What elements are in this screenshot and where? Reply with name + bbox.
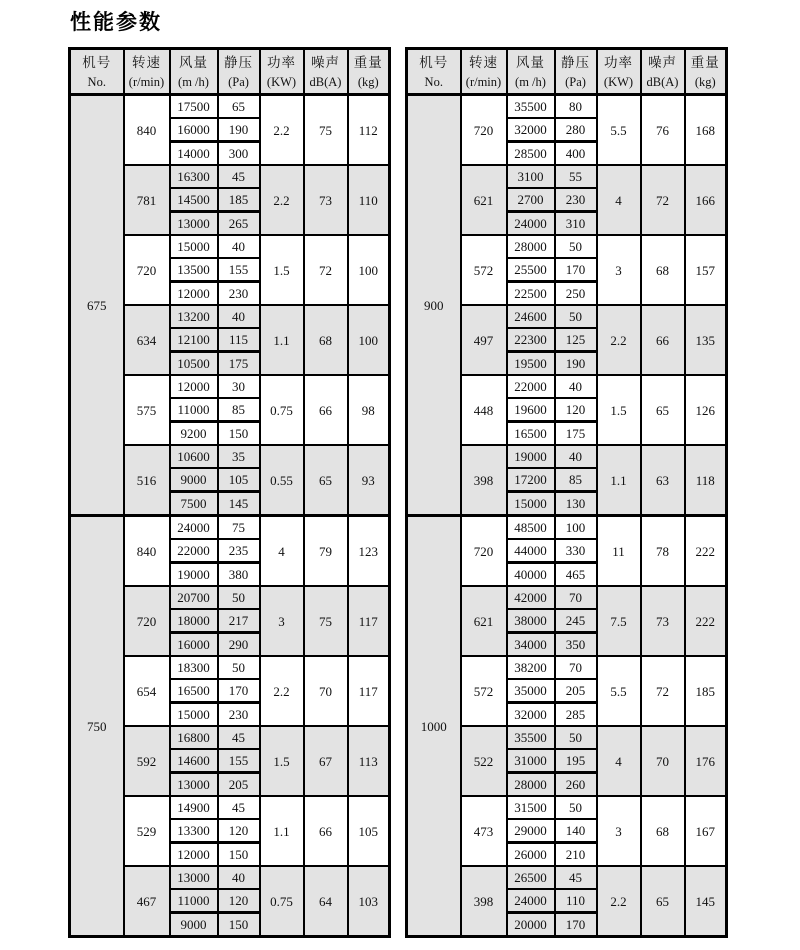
speed-cell: 572 [461,656,507,726]
speed-cell: 398 [461,445,507,516]
static-pressure-cell: 30 [218,375,260,398]
weight-cell: 117 [348,656,390,726]
column-header-cn: 功率 [267,54,296,70]
column-header-5 [641,49,685,95]
speed-cell: 497 [461,305,507,375]
airflow-cell: 14000 [170,142,218,166]
static-pressure-cell: 230 [555,188,597,212]
airflow-cell: 24000 [507,889,555,913]
static-pressure-cell: 190 [555,352,597,376]
airflow-cell: 13000 [170,212,218,236]
airflow-cell: 20700 [170,586,218,609]
airflow-cell: 9000 [170,913,218,937]
column-header-cn: 转速 [132,54,161,70]
static-pressure-cell: 75 [218,516,260,540]
static-pressure-cell: 50 [555,726,597,749]
airflow-cell: 19600 [507,398,555,422]
weight-cell: 110 [348,165,390,235]
airflow-cell: 20000 [507,913,555,937]
static-pressure-cell: 65 [218,95,260,119]
airflow-cell: 35500 [507,95,555,119]
speed-cell: 621 [461,586,507,656]
static-pressure-cell: 217 [218,609,260,633]
column-header-unit: dB(A) [646,74,679,89]
speed-cell: 522 [461,726,507,796]
fan-no-cell: 750 [70,516,124,937]
speed-cell: 720 [124,235,170,305]
airflow-cell: 38000 [507,609,555,633]
static-pressure-cell: 175 [555,422,597,446]
weight-cell: 222 [685,586,727,656]
weight-cell: 93 [348,445,390,516]
page-title: 性能参数 [70,11,162,34]
airflow-cell: 26000 [507,843,555,867]
column-header-cn: 噪声 [311,54,340,70]
airflow-cell: 15000 [507,492,555,516]
airflow-cell: 7500 [170,492,218,516]
column-header-3 [218,49,260,95]
power-cell: 4 [260,516,304,587]
fan-no-cell: 675 [70,95,124,516]
static-pressure-cell: 50 [555,305,597,328]
static-pressure-cell: 85 [218,398,260,422]
speed-cell: 840 [124,95,170,166]
airflow-cell: 24000 [507,212,555,236]
weight-cell: 126 [685,375,727,445]
column-header-unit: No. [87,74,106,89]
column-header-cn: 机号 [82,54,112,70]
airflow-cell: 29000 [507,819,555,843]
static-pressure-cell: 45 [218,796,260,819]
column-header-unit: No. [424,74,443,89]
airflow-cell: 22500 [507,282,555,306]
static-pressure-cell: 170 [555,258,597,282]
static-pressure-cell: 230 [218,282,260,306]
airflow-cell: 17200 [507,468,555,492]
header-row [70,49,390,95]
static-pressure-cell: 70 [555,586,597,609]
static-pressure-cell: 350 [555,633,597,657]
airflow-cell: 16800 [170,726,218,749]
airflow-cell: 12000 [170,282,218,306]
column-header-unit: (Pa) [565,74,586,89]
airflow-cell: 16500 [170,679,218,703]
airflow-cell: 15000 [170,703,218,727]
static-pressure-cell: 105 [218,468,260,492]
column-header-6 [348,49,390,95]
power-cell: 2.2 [260,165,304,235]
airflow-cell: 22000 [507,375,555,398]
weight-cell: 117 [348,586,390,656]
weight-cell: 100 [348,235,390,305]
power-cell: 1.5 [260,235,304,305]
weight-cell: 168 [685,95,727,166]
noise-cell: 73 [304,165,348,235]
speed-cell: 634 [124,305,170,375]
airflow-cell: 18300 [170,656,218,679]
static-pressure-cell: 310 [555,212,597,236]
power-cell: 7.5 [597,586,641,656]
static-pressure-cell: 230 [218,703,260,727]
airflow-cell: 14900 [170,796,218,819]
table-row [407,516,727,540]
noise-cell: 72 [304,235,348,305]
static-pressure-cell: 290 [218,633,260,657]
speed-cell: 448 [461,375,507,445]
weight-cell: 98 [348,375,390,445]
airflow-cell: 11000 [170,398,218,422]
noise-cell: 65 [304,445,348,516]
static-pressure-cell: 250 [555,282,597,306]
fan-no-cell: 1000 [407,516,461,937]
speed-cell: 398 [461,866,507,937]
noise-cell: 76 [641,95,685,166]
noise-cell: 70 [641,726,685,796]
speed-cell: 572 [461,235,507,305]
weight-cell: 105 [348,796,390,866]
static-pressure-cell: 40 [218,866,260,889]
static-pressure-cell: 145 [218,492,260,516]
power-cell: 3 [260,586,304,656]
airflow-cell: 16000 [170,118,218,142]
static-pressure-cell: 285 [555,703,597,727]
speed-cell: 781 [124,165,170,235]
airflow-cell: 31000 [507,749,555,773]
airflow-cell: 48500 [507,516,555,540]
noise-cell: 66 [304,796,348,866]
power-cell: 3 [597,235,641,305]
table-row [407,95,727,119]
column-header-cn: 重量 [353,54,383,70]
weight-cell: 167 [685,796,727,866]
airflow-cell: 28500 [507,142,555,166]
airflow-cell: 9000 [170,468,218,492]
weight-cell: 145 [685,866,727,937]
weight-cell: 118 [685,445,727,516]
airflow-cell: 12000 [170,843,218,867]
static-pressure-cell: 190 [218,118,260,142]
column-header-0 [407,49,461,95]
airflow-cell: 13300 [170,819,218,843]
static-pressure-cell: 50 [555,235,597,258]
airflow-cell: 2700 [507,188,555,212]
column-header-unit: (kg) [357,74,379,89]
column-header-cn: 噪声 [648,54,677,70]
static-pressure-cell: 120 [218,889,260,913]
header-row [407,49,727,95]
airflow-cell: 42000 [507,586,555,609]
static-pressure-cell: 50 [218,586,260,609]
airflow-cell: 15000 [170,235,218,258]
airflow-cell: 28000 [507,235,555,258]
noise-cell: 67 [304,726,348,796]
static-pressure-cell: 45 [555,866,597,889]
airflow-cell: 16500 [507,422,555,446]
column-header-4 [597,49,641,95]
static-pressure-cell: 150 [218,843,260,867]
airflow-cell: 12100 [170,328,218,352]
airflow-cell: 13000 [170,866,218,889]
speed-cell: 467 [124,866,170,937]
power-cell: 2.2 [597,305,641,375]
column-header-0 [70,49,124,95]
static-pressure-cell: 260 [555,773,597,797]
noise-cell: 79 [304,516,348,587]
column-header-4 [260,49,304,95]
airflow-cell: 31500 [507,796,555,819]
static-pressure-cell: 40 [555,445,597,468]
weight-cell: 113 [348,726,390,796]
column-header-unit: dB(A) [309,74,342,89]
weight-cell: 157 [685,235,727,305]
noise-cell: 66 [304,375,348,445]
airflow-cell: 13500 [170,258,218,282]
airflow-cell: 17500 [170,95,218,119]
airflow-cell: 22300 [507,328,555,352]
airflow-cell: 22000 [170,539,218,563]
static-pressure-cell: 70 [555,656,597,679]
static-pressure-cell: 185 [218,188,260,212]
airflow-cell: 34000 [507,633,555,657]
noise-cell: 65 [641,375,685,445]
column-header-cn: 机号 [419,54,449,70]
noise-cell: 75 [304,586,348,656]
static-pressure-cell: 210 [555,843,597,867]
noise-cell: 70 [304,656,348,726]
speed-cell: 720 [461,95,507,166]
airflow-cell: 13000 [170,773,218,797]
static-pressure-cell: 40 [555,375,597,398]
column-header-unit: (m /h) [515,74,546,89]
power-cell: 5.5 [597,656,641,726]
static-pressure-cell: 120 [555,398,597,422]
airflow-cell: 40000 [507,563,555,587]
airflow-cell: 19000 [170,563,218,587]
airflow-cell: 10500 [170,352,218,376]
static-pressure-cell: 155 [218,749,260,773]
airflow-cell: 26500 [507,866,555,889]
column-header-cn: 静压 [224,54,253,70]
column-header-5 [304,49,348,95]
weight-cell: 176 [685,726,727,796]
static-pressure-cell: 50 [555,796,597,819]
column-header-unit: (r/min) [465,74,502,89]
weight-cell: 100 [348,305,390,375]
airflow-cell: 16000 [170,633,218,657]
speed-cell: 654 [124,656,170,726]
airflow-cell: 11000 [170,889,218,913]
column-header-cn: 转速 [469,54,498,70]
column-header-cn: 风量 [179,54,208,70]
static-pressure-cell: 140 [555,819,597,843]
static-pressure-cell: 380 [218,563,260,587]
weight-cell: 185 [685,656,727,726]
airflow-cell: 19500 [507,352,555,376]
static-pressure-cell: 110 [555,889,597,913]
weight-cell: 166 [685,165,727,235]
column-header-unit: (KW) [266,74,297,89]
noise-cell: 63 [641,445,685,516]
noise-cell: 73 [641,586,685,656]
power-cell: 1.5 [260,726,304,796]
speed-cell: 621 [461,165,507,235]
static-pressure-cell: 115 [218,328,260,352]
static-pressure-cell: 150 [218,913,260,937]
static-pressure-cell: 50 [218,656,260,679]
static-pressure-cell: 100 [555,516,597,540]
airflow-cell: 14600 [170,749,218,773]
airflow-cell: 32000 [507,703,555,727]
static-pressure-cell: 85 [555,468,597,492]
airflow-cell: 38200 [507,656,555,679]
weight-cell: 222 [685,516,727,587]
airflow-cell: 28000 [507,773,555,797]
static-pressure-cell: 465 [555,563,597,587]
static-pressure-cell: 40 [218,305,260,328]
table-row [70,516,390,540]
fan-no-cell: 900 [407,95,461,516]
static-pressure-cell: 235 [218,539,260,563]
static-pressure-cell: 170 [218,679,260,703]
airflow-cell: 35000 [507,679,555,703]
static-pressure-cell: 40 [218,235,260,258]
airflow-cell: 24600 [507,305,555,328]
noise-cell: 64 [304,866,348,937]
static-pressure-cell: 130 [555,492,597,516]
airflow-cell: 13200 [170,305,218,328]
speed-cell: 840 [124,516,170,587]
weight-cell: 135 [685,305,727,375]
static-pressure-cell: 170 [555,913,597,937]
airflow-cell: 10600 [170,445,218,468]
column-header-2 [507,49,555,95]
noise-cell: 72 [641,656,685,726]
airflow-cell: 3100 [507,165,555,188]
static-pressure-cell: 330 [555,539,597,563]
speed-cell: 575 [124,375,170,445]
performance-table-left [68,47,391,938]
weight-cell: 123 [348,516,390,587]
power-cell: 1.1 [597,445,641,516]
static-pressure-cell: 35 [218,445,260,468]
airflow-cell: 12000 [170,375,218,398]
static-pressure-cell: 205 [218,773,260,797]
column-header-unit: (Pa) [228,74,249,89]
static-pressure-cell: 265 [218,212,260,236]
column-header-cn: 重量 [690,54,720,70]
table-row [70,95,390,119]
column-header-6 [685,49,727,95]
static-pressure-cell: 245 [555,609,597,633]
airflow-cell: 9200 [170,422,218,446]
noise-cell: 66 [641,305,685,375]
noise-cell: 75 [304,95,348,166]
column-header-1 [461,49,507,95]
speed-cell: 720 [124,586,170,656]
noise-cell: 65 [641,866,685,937]
airflow-cell: 44000 [507,539,555,563]
power-cell: 0.75 [260,866,304,937]
column-header-cn: 功率 [604,54,633,70]
airflow-cell: 18000 [170,609,218,633]
weight-cell: 103 [348,866,390,937]
airflow-cell: 25500 [507,258,555,282]
power-cell: 4 [597,726,641,796]
power-cell: 2.2 [597,866,641,937]
column-header-3 [555,49,597,95]
column-header-2 [170,49,218,95]
power-cell: 0.75 [260,375,304,445]
power-cell: 1.1 [260,796,304,866]
noise-cell: 68 [641,796,685,866]
speed-cell: 720 [461,516,507,587]
speed-cell: 592 [124,726,170,796]
static-pressure-cell: 150 [218,422,260,446]
airflow-cell: 16300 [170,165,218,188]
static-pressure-cell: 45 [218,165,260,188]
performance-table-right [405,47,728,938]
static-pressure-cell: 45 [218,726,260,749]
weight-cell: 112 [348,95,390,166]
airflow-cell: 19000 [507,445,555,468]
airflow-cell: 14500 [170,188,218,212]
airflow-cell: 24000 [170,516,218,540]
static-pressure-cell: 175 [218,352,260,376]
static-pressure-cell: 300 [218,142,260,166]
static-pressure-cell: 195 [555,749,597,773]
power-cell: 3 [597,796,641,866]
static-pressure-cell: 280 [555,118,597,142]
static-pressure-cell: 205 [555,679,597,703]
column-header-1 [124,49,170,95]
column-header-cn: 风量 [516,54,545,70]
column-header-unit: (r/min) [128,74,165,89]
column-header-cn: 静压 [561,54,590,70]
power-cell: 2.2 [260,656,304,726]
column-header-unit: (kg) [694,74,716,89]
noise-cell: 72 [641,165,685,235]
speed-cell: 473 [461,796,507,866]
airflow-cell: 35500 [507,726,555,749]
power-cell: 2.2 [260,95,304,166]
static-pressure-cell: 80 [555,95,597,119]
power-cell: 1.5 [597,375,641,445]
static-pressure-cell: 120 [218,819,260,843]
static-pressure-cell: 155 [218,258,260,282]
power-cell: 5.5 [597,95,641,166]
power-cell: 11 [597,516,641,587]
speed-cell: 516 [124,445,170,516]
speed-cell: 529 [124,796,170,866]
noise-cell: 78 [641,516,685,587]
power-cell: 1.1 [260,305,304,375]
airflow-cell: 32000 [507,118,555,142]
static-pressure-cell: 125 [555,328,597,352]
column-header-unit: (m /h) [178,74,209,89]
noise-cell: 68 [304,305,348,375]
noise-cell: 68 [641,235,685,305]
performance-tables [68,47,800,938]
static-pressure-cell: 400 [555,142,597,166]
column-header-unit: (KW) [603,74,634,89]
static-pressure-cell: 55 [555,165,597,188]
power-cell: 4 [597,165,641,235]
power-cell: 0.55 [260,445,304,516]
